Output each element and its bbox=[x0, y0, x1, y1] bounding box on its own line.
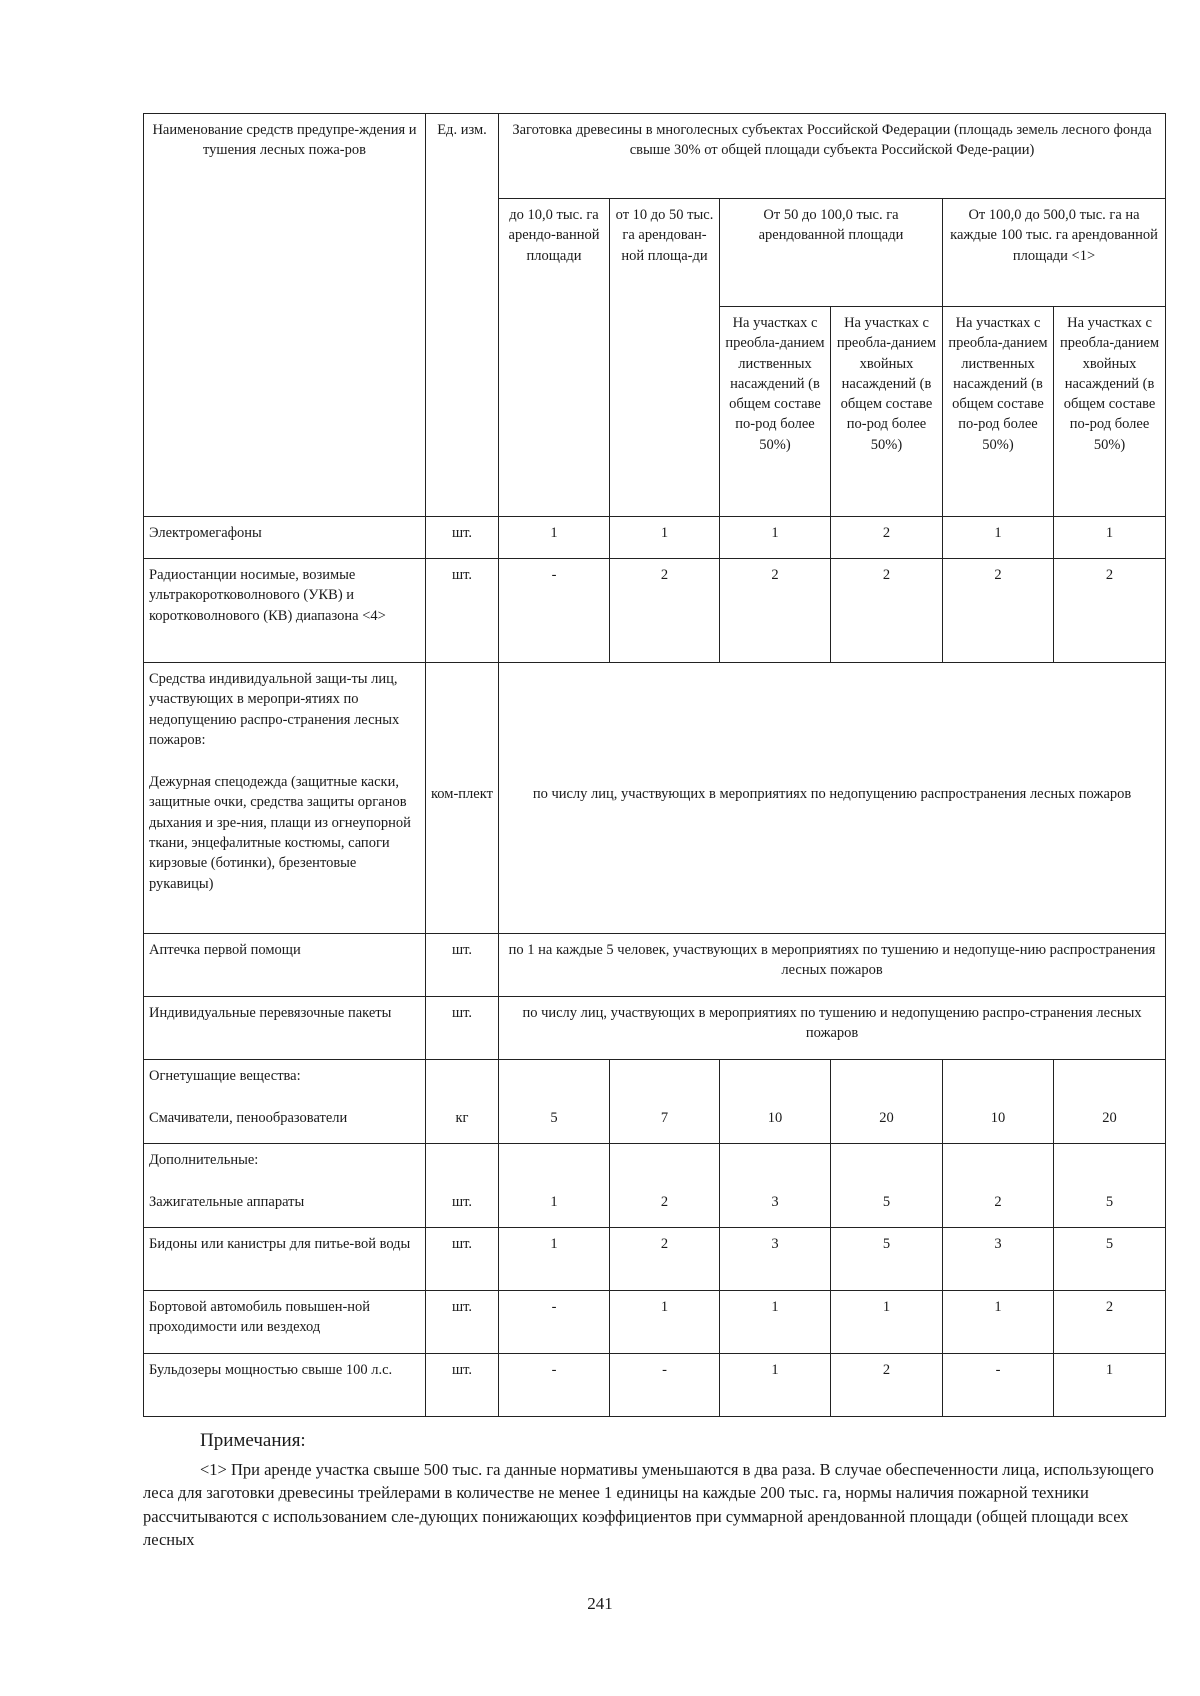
row-value: 2 bbox=[831, 1354, 943, 1417]
header-group: Заготовка древесины в многолесных субъектах Российской Федерации (площадь земель лесного фонда свыше 30% от общей площади субъекта Российской Феде-рации) bbox=[499, 114, 1166, 199]
row-value: 2 bbox=[610, 559, 720, 663]
row-merged-value: по 1 на каждые 5 человек, участвующих в мероприятиях по тушению и недопуще-нию распространения лесных пожаров bbox=[499, 934, 1166, 997]
row-value: 1 bbox=[943, 517, 1054, 559]
row-value: 1 bbox=[1054, 1354, 1166, 1417]
header-sub1: до 10,0 тыс. га арендо-ванной площади bbox=[499, 199, 610, 517]
row-value-cell bbox=[1054, 1144, 1166, 1228]
header-deciduous-100-500: На участках с преобла-данием лиственных насаждений (в общем составе по-род более 50%) bbox=[943, 307, 1054, 517]
row-value-cell bbox=[610, 1144, 720, 1228]
row-value-cell bbox=[720, 1060, 831, 1144]
ppe-value-cell bbox=[499, 663, 1166, 934]
row-name: Бульдозеры мощностью свыше 100 л.с. bbox=[144, 1354, 426, 1417]
row-name: Бидоны или канистры для питье-вой воды bbox=[144, 1228, 426, 1291]
ppe-intro: Средства индивидуальной защи-ты лиц, участвующих в меропри-ятиях по недопущению распро-странения лесных пожаров: bbox=[149, 671, 400, 748]
row-unit: кг bbox=[455, 1110, 469, 1126]
row-value: 2 bbox=[831, 559, 943, 663]
table-row bbox=[144, 1060, 1166, 1144]
row-unit: шт. bbox=[426, 997, 499, 1060]
header-unit: Ед. изм. bbox=[426, 114, 499, 517]
spacer bbox=[1059, 1066, 1160, 1108]
row-unit: шт. bbox=[426, 934, 499, 997]
row-value-cell bbox=[831, 1144, 943, 1228]
spacer bbox=[615, 1150, 714, 1192]
table-row bbox=[144, 1291, 1166, 1354]
spacer bbox=[431, 669, 493, 784]
row-value: 10 bbox=[990, 1110, 1006, 1126]
row-value-cell bbox=[499, 1144, 610, 1228]
row-value: 1 bbox=[610, 517, 720, 559]
row-value: 1 bbox=[499, 517, 610, 559]
row-name: Радиостанции носимые, возимые ультракоротковолнового (УКВ) и коротковолнового (КВ) диапазона <4> bbox=[144, 559, 426, 663]
row-value: 3 bbox=[771, 1194, 779, 1210]
row-value: 5 bbox=[1054, 1228, 1166, 1291]
header-sub3: От 50 до 100,0 тыс. га арендованной площади bbox=[720, 199, 943, 307]
spacer bbox=[504, 1150, 604, 1192]
row-value: 5 bbox=[550, 1110, 558, 1126]
row-unit: шт. bbox=[426, 559, 499, 663]
table-row bbox=[144, 1228, 1166, 1291]
row-value: 5 bbox=[831, 1228, 943, 1291]
row-unit: шт. bbox=[451, 1194, 473, 1210]
table-row bbox=[144, 517, 1166, 559]
ppe-unit-cell bbox=[426, 663, 499, 934]
row-name-cell bbox=[144, 1060, 426, 1144]
spacer bbox=[615, 1066, 714, 1108]
group-label: Дополнительные: bbox=[149, 1152, 259, 1168]
table-row bbox=[144, 1144, 1166, 1228]
row-value: 3 bbox=[943, 1228, 1054, 1291]
row-name: Аптечка первой помощи bbox=[144, 934, 426, 997]
ppe-value: по числу лиц, участвующих в мероприятиях по недопущению распространения лесных пожаров bbox=[532, 786, 1132, 802]
spacer bbox=[725, 1066, 825, 1108]
spacer bbox=[149, 1086, 420, 1108]
spacer bbox=[836, 1066, 937, 1108]
row-value: 1 bbox=[1054, 517, 1166, 559]
table-row bbox=[144, 1354, 1166, 1417]
table-row bbox=[144, 997, 1166, 1060]
row-merged-value: по числу лиц, участвующих в мероприятиях по тушению и недопущению распро-странения лесных пожаров bbox=[499, 997, 1166, 1060]
row-value: 2 bbox=[994, 1194, 1002, 1210]
row-value: 10 bbox=[767, 1110, 783, 1126]
row-value: - bbox=[499, 1354, 610, 1417]
row-unit: шт. bbox=[426, 517, 499, 559]
row-value: 5 bbox=[1105, 1194, 1114, 1210]
row-value: 1 bbox=[610, 1291, 720, 1354]
row-value: - bbox=[499, 559, 610, 663]
row-value: 1 bbox=[720, 517, 831, 559]
row-value: 7 bbox=[660, 1110, 669, 1126]
row-name: Бортовой автомобиль повышен-ной проходимости или вездеход bbox=[144, 1291, 426, 1354]
row-value: 1 bbox=[720, 1354, 831, 1417]
row-unit-cell bbox=[426, 1144, 499, 1228]
row-value: 5 bbox=[882, 1194, 891, 1210]
group-label: Огнетушащие вещества: bbox=[149, 1068, 301, 1084]
row-value: 1 bbox=[943, 1291, 1054, 1354]
spacer bbox=[431, 1150, 493, 1192]
row-name: Смачиватели, пенообразователи bbox=[149, 1110, 348, 1127]
spacer bbox=[504, 669, 1160, 784]
table-row bbox=[144, 663, 1166, 934]
spacer bbox=[149, 1170, 420, 1192]
spacer bbox=[836, 1150, 937, 1192]
table-row bbox=[144, 559, 1166, 663]
spacer bbox=[149, 750, 420, 772]
spacer bbox=[948, 1066, 1048, 1108]
header-sub2: от 10 до 50 тыс. га арендован-ной площа-ди bbox=[610, 199, 720, 517]
row-value: 1 bbox=[720, 1291, 831, 1354]
row-value: - bbox=[499, 1291, 610, 1354]
row-value: 2 bbox=[660, 1194, 669, 1210]
row-value-cell bbox=[610, 1060, 720, 1144]
row-name-cell bbox=[144, 1144, 426, 1228]
ppe-detail: Дежурная спецодежда (защитные каски, защитные очки, средства защиты органов дыхания и зре-ния, плащи из огнеупорной ткани, энцефалитные костюмы, сапоги кирзовые (ботинки), брезентовые рукавицы) bbox=[149, 774, 411, 892]
row-value-cell bbox=[720, 1144, 831, 1228]
row-value: 1 bbox=[550, 1194, 558, 1210]
spacer bbox=[1059, 1150, 1160, 1192]
row-value: 1 bbox=[831, 1291, 943, 1354]
ppe-unit: ком-плект bbox=[431, 786, 493, 802]
row-name: Зажигательные аппараты bbox=[149, 1194, 305, 1211]
row-unit-cell bbox=[426, 1060, 499, 1144]
notes-title: Примечания: bbox=[200, 1430, 306, 1451]
table-row bbox=[144, 934, 1166, 997]
spacer bbox=[948, 1150, 1048, 1192]
row-value-cell bbox=[943, 1060, 1054, 1144]
header-name: Наименование средств предупре-ждения и тушения лесных пожа-ров bbox=[144, 114, 426, 517]
row-value: 2 bbox=[943, 559, 1054, 663]
table-header-row bbox=[144, 114, 1166, 199]
page-number: 241 bbox=[587, 1594, 613, 1613]
row-value: 3 bbox=[720, 1228, 831, 1291]
row-value-cell bbox=[943, 1144, 1054, 1228]
row-unit: шт. bbox=[426, 1291, 499, 1354]
row-value: - bbox=[610, 1354, 720, 1417]
row-unit: шт. bbox=[426, 1354, 499, 1417]
spacer bbox=[504, 1066, 604, 1108]
header-sub4: От 100,0 до 500,0 тыс. га на каждые 100 тыс. га арендованной площади <1> bbox=[943, 199, 1166, 307]
row-value: 2 bbox=[1054, 559, 1166, 663]
header-coniferous-100-500: На участках с преобла-данием хвойных насаждений (в общем составе по-род более 50%) bbox=[1054, 307, 1166, 517]
header-deciduous-50-100: На участках с преобла-данием лиственных насаждений (в общем составе по-род более 50%) bbox=[720, 307, 831, 517]
header-coniferous-50-100: На участках с преобла-данием хвойных насаждений (в общем составе по-род более 50%) bbox=[831, 307, 943, 517]
row-unit: шт. bbox=[426, 1228, 499, 1291]
row-value: 2 bbox=[610, 1228, 720, 1291]
row-value: 2 bbox=[831, 517, 943, 559]
row-value-cell bbox=[499, 1060, 610, 1144]
row-name: Электромегафоны bbox=[144, 517, 426, 559]
row-name: Индивидуальные перевязочные пакеты bbox=[144, 997, 426, 1060]
row-value: 20 bbox=[1102, 1110, 1117, 1126]
row-value: 20 bbox=[879, 1110, 894, 1126]
fire-equipment-table bbox=[143, 113, 1166, 1417]
ppe-name-cell bbox=[144, 663, 426, 934]
spacer bbox=[725, 1150, 825, 1192]
notes-text: <1> При аренде участка свыше 500 тыс. га данные нормативы уменьшаются в два раза. В случае обеспеченности лица, использующего леса для заготовки древесины трейлерами в количестве не менее 1 единицы на каждые 200 тыс. га, нормы наличия пожарной техники рассчитываются с использованием сле-дующих понижающих коэффициентов при суммарной арендованной площади (общей площади всех лесных bbox=[143, 1460, 1154, 1550]
row-value-cell bbox=[1054, 1060, 1166, 1144]
row-value: 1 bbox=[499, 1228, 610, 1291]
row-value: 2 bbox=[720, 559, 831, 663]
row-value-cell bbox=[831, 1060, 943, 1144]
row-value: 2 bbox=[1054, 1291, 1166, 1354]
row-value: - bbox=[943, 1354, 1054, 1417]
spacer bbox=[431, 1066, 493, 1108]
